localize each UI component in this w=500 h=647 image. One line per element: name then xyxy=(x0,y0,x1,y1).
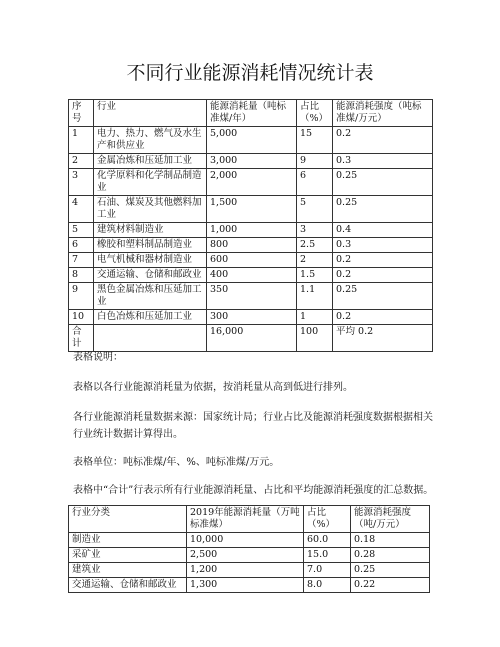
table-row xyxy=(69,127,433,154)
table-cell: 400 xyxy=(207,268,297,283)
notes-paragraph-4: 表格中“合计”行表示所有行业能源消耗量、占比和平均能源消耗强度的汇总数据。 xyxy=(73,485,434,496)
table-row xyxy=(69,325,433,352)
table-cell: 10 xyxy=(69,310,94,325)
table-cell: 1,200 xyxy=(187,563,304,578)
table-cell: 交通运输、仓储和邮政业 xyxy=(69,578,187,593)
notes-heading: 表格说明： xyxy=(73,352,123,363)
header-cell: 能源消耗量（吨标准煤/年） xyxy=(207,100,297,127)
table-row xyxy=(69,154,433,169)
energy-table xyxy=(68,99,433,352)
table-row xyxy=(69,223,433,238)
notes-paragraph-3: 表格单位：吨标准煤/年、%、吨标准煤/万元。 xyxy=(73,457,280,468)
table-cell: 6 xyxy=(69,238,94,253)
table-cell: 电气机械和器材制造业 xyxy=(94,253,207,268)
table-cell: 4 xyxy=(69,196,94,223)
table-cell: 0.2 xyxy=(333,253,433,268)
table-cell: 0.2 xyxy=(333,310,433,325)
table-cell: 7 xyxy=(69,253,94,268)
table-cell: 5 xyxy=(297,196,333,223)
table-cell: 10,000 xyxy=(187,533,304,548)
table-cell: 3 xyxy=(297,223,333,238)
table-row xyxy=(69,238,433,253)
table-cell: 金属冶炼和压延加工业 xyxy=(94,154,207,169)
table-cell: 1,500 xyxy=(207,196,297,223)
table-row xyxy=(69,283,433,310)
table-cell: 5,000 xyxy=(207,127,297,154)
table-cell: 1 xyxy=(69,127,94,154)
table-cell: 0.2 xyxy=(333,268,433,283)
table-cell: 0.2 xyxy=(333,127,433,154)
header-cell: 行业分类 xyxy=(69,506,187,533)
table-cell: 交通运输、仓储和邮政业 xyxy=(94,268,207,283)
table-cell: 1.1 xyxy=(297,283,333,310)
table-cell: 15.0 xyxy=(304,548,351,563)
table-cell: 黑色金属冶炼和压延加工业 xyxy=(94,283,207,310)
table-cell: 建筑材料制造业 xyxy=(94,223,207,238)
header-cell: 2019年能源消耗量（万吨标准煤） xyxy=(187,506,304,533)
table-cell: 0.22 xyxy=(351,578,430,593)
header-cell: 占比（%） xyxy=(304,506,351,533)
table-row xyxy=(69,253,433,268)
table-row xyxy=(69,548,430,563)
table-cell: 合计 xyxy=(69,325,94,352)
table-cell: 0.25 xyxy=(351,563,430,578)
table-cell: 0.3 xyxy=(333,154,433,169)
table-cell: 9 xyxy=(297,154,333,169)
page-title: 不同行业能源消耗情况统计表 xyxy=(126,62,374,84)
table-cell: 石油、煤炭及其他燃料加工业 xyxy=(94,196,207,223)
table-row xyxy=(69,196,433,223)
table-cell: 5 xyxy=(69,223,94,238)
table-cell: 2 xyxy=(297,253,333,268)
table-cell: 1,000 xyxy=(207,223,297,238)
table-cell: 0.25 xyxy=(333,196,433,223)
table-cell: 16,000 xyxy=(207,325,297,352)
table-cell: 0.28 xyxy=(351,548,430,563)
table-cell: 9 xyxy=(69,283,94,310)
table-row xyxy=(69,563,430,578)
category-table-body xyxy=(69,506,430,593)
table-cell: 1.5 xyxy=(297,268,333,283)
table-cell: 1,300 xyxy=(187,578,304,593)
table-notes xyxy=(73,349,435,499)
notes-paragraph-1: 表格以各行业能源消耗量为依据，按消耗量从高到低进行排列。 xyxy=(73,382,353,393)
table-cell: 白色冶炼和压延加工业 xyxy=(94,310,207,325)
category-table xyxy=(68,505,430,593)
table-cell: 建筑业 xyxy=(69,563,187,578)
header-row xyxy=(69,100,433,127)
table-cell: 0.18 xyxy=(351,533,430,548)
notes-paragraph-2: 各行业能源消耗量数据来源：国家统计局；行业占比及能源消耗强度数据根据相关行业统计数据计算得出。 xyxy=(73,412,433,440)
table-cell: 2,000 xyxy=(207,169,297,196)
table-cell: 1 xyxy=(297,310,333,325)
header-cell: 能源消耗强度（吨/万元） xyxy=(351,506,430,533)
table-cell: 0.25 xyxy=(333,169,433,196)
table-cell: 0.25 xyxy=(333,283,433,310)
table-cell: 8.0 xyxy=(304,578,351,593)
table-cell: 800 xyxy=(207,238,297,253)
table-row xyxy=(69,533,430,548)
table-cell: 采矿业 xyxy=(69,548,187,563)
table-cell: 3 xyxy=(69,169,94,196)
table-cell: 化学原料和化学制品制造业 xyxy=(94,169,207,196)
table-cell: 600 xyxy=(207,253,297,268)
table-cell: 电力、热力、燃气及水生产和供应业 xyxy=(94,127,207,154)
table-cell: 350 xyxy=(207,283,297,310)
table-cell: 3,000 xyxy=(207,154,297,169)
table-row xyxy=(69,169,433,196)
header-row xyxy=(69,506,430,533)
table-cell: 15 xyxy=(297,127,333,154)
table-cell: 8 xyxy=(69,268,94,283)
header-cell: 能源消耗强度（吨标准煤/万元） xyxy=(333,100,433,127)
energy-table-body xyxy=(69,100,433,352)
table-cell: 100 xyxy=(297,325,333,352)
table-row xyxy=(69,578,430,593)
table-row xyxy=(69,310,433,325)
table-cell xyxy=(94,325,207,352)
table-cell: 2,500 xyxy=(187,548,304,563)
table-cell: 平均 0.2 xyxy=(333,325,433,352)
table-cell: 300 xyxy=(207,310,297,325)
table-cell: 0.4 xyxy=(333,223,433,238)
table-cell: 6 xyxy=(297,169,333,196)
table-cell: 2 xyxy=(69,154,94,169)
table-cell: 橡胶和塑料制品制造业 xyxy=(94,238,207,253)
table-cell: 60.0 xyxy=(304,533,351,548)
table-cell: 7.0 xyxy=(304,563,351,578)
header-cell: 行业 xyxy=(94,100,207,127)
table-cell: 0.3 xyxy=(333,238,433,253)
table-row xyxy=(69,268,433,283)
header-cell: 序号 xyxy=(69,100,94,127)
table-cell: 制造业 xyxy=(69,533,187,548)
table-cell: 2.5 xyxy=(297,238,333,253)
header-cell: 占比（%） xyxy=(297,100,333,127)
